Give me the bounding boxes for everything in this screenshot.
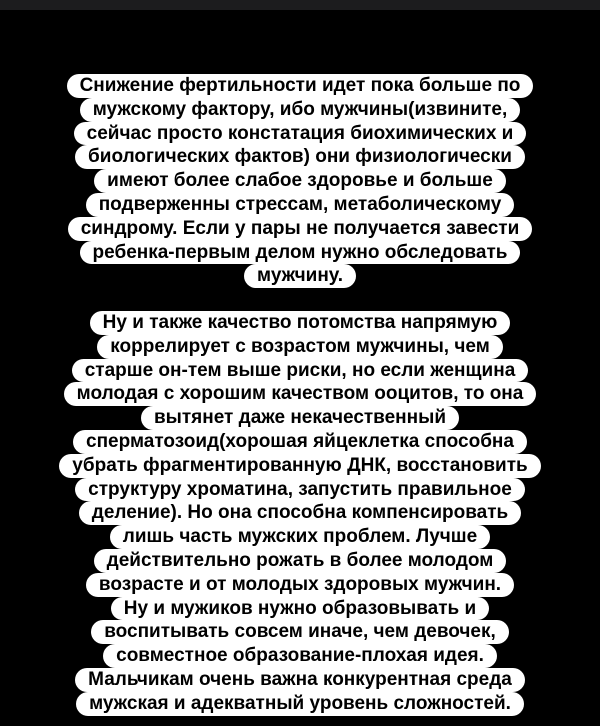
text-line: Ну и также качество потомства напрямую: [90, 311, 511, 335]
text-line: сейчас просто констатация биохимических и: [74, 122, 527, 146]
story-top-bar: [0, 0, 600, 10]
text-line: мужская и адекватный уровень сложностей.: [76, 692, 524, 716]
text-line: возрасте и от молодых здоровых мужчин.: [86, 573, 514, 597]
text-line: мужчину.: [244, 264, 356, 288]
text-line: структуру хроматина, запустить правильное: [75, 478, 525, 502]
story-text-paragraph-2: [0, 311, 600, 716]
text-line: Снижение фертильности идет пока больше по: [67, 74, 534, 98]
text-line: мужскому фактору, ибо мужчины(извините,: [80, 98, 521, 122]
text-line: совместное образование-плохая идея.: [103, 644, 497, 668]
text-line: биологических фактов) они физиологически: [75, 145, 525, 169]
text-line: убрать фрагментированную ДНК, восстановить: [59, 454, 540, 478]
text-line: ребенка-первым делом нужно обследовать: [80, 241, 521, 265]
text-line: Ну и мужиков нужно образовывать и: [111, 597, 489, 621]
text-line: сперматозоид(хорошая яйцеклетка способна: [73, 430, 527, 454]
text-line: воспитывать совсем иначе, чем девочек,: [91, 620, 509, 644]
text-line: деление). Но она способна компенсировать: [79, 501, 521, 525]
text-line: лишь часть мужских проблем. Лучше: [110, 525, 490, 549]
text-line: Мальчикам очень важна конкурентная среда: [75, 668, 525, 692]
text-line: старше он-тем выше риски, но если женщина: [72, 359, 529, 383]
story-text-paragraph-1: [0, 74, 600, 288]
text-line: подверженны стрессам, метаболическому: [86, 193, 515, 217]
text-line: синдрому. Если у пары не получается завести: [68, 217, 533, 241]
text-line: вытянет даже некачественный: [141, 406, 459, 430]
text-line: молодая с хорошим качеством ооцитов, то она: [64, 382, 537, 406]
text-line: действительно рожать в более молодом: [94, 549, 507, 573]
text-line: имеют более слабое здоровье и больше: [94, 169, 506, 193]
text-line: коррелирует с возрастом мужчины, чем: [97, 335, 503, 359]
